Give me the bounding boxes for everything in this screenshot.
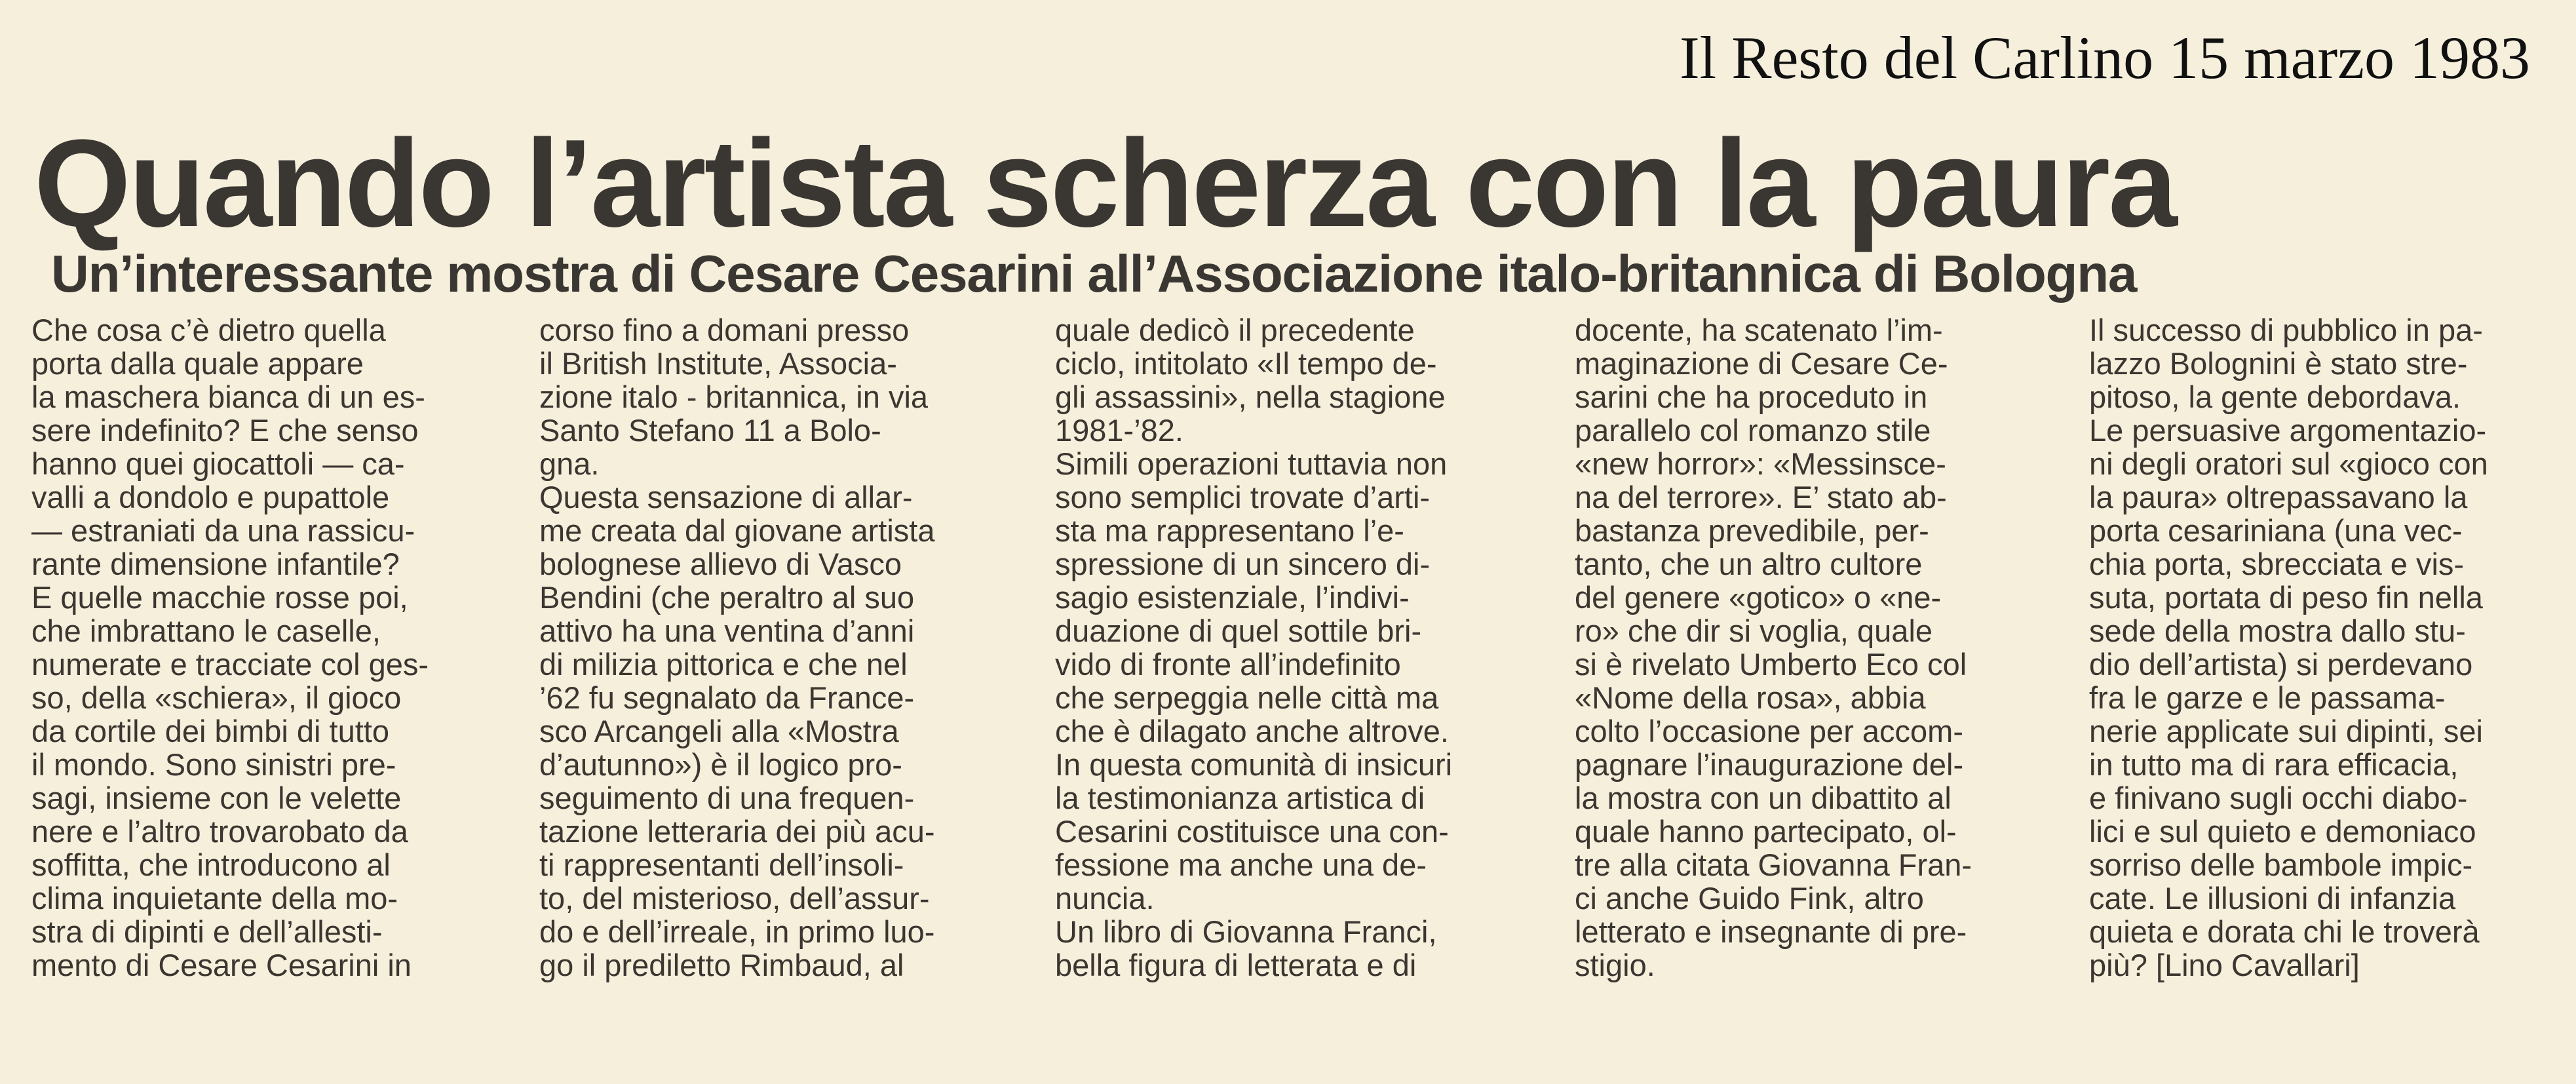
text-line: nerie applicate sui dipinti, sei <box>2089 714 2483 748</box>
text-line: in tutto ma di rara efficacia, <box>2089 747 2459 782</box>
text-line: hanno quei giocattoli — ca- <box>31 446 405 481</box>
text-line: sono semplici trovate d’arti- <box>1055 480 1431 514</box>
text-line: numerate e tracciate col ges- <box>31 647 429 682</box>
text-line: valli a dondolo e pupattole <box>31 480 390 514</box>
text-line: nuncia. <box>1055 881 1155 916</box>
text-line: Questa sensazione di allar- <box>539 480 913 514</box>
text-line: sco Arcangeli alla «Mostra <box>539 714 899 748</box>
text-line: sta ma rappresentano l’e- <box>1055 513 1404 548</box>
text-line: pitoso, la gente debordava. <box>2089 379 2461 414</box>
text-line: rante dimensione infantile? <box>31 547 400 581</box>
text-line: la paura» oltrepassavano la <box>2089 480 2468 514</box>
text-line: ti rappresentanti dell’insoli- <box>539 847 904 882</box>
text-line: cate. Le illusioni di infanzia <box>2089 881 2456 916</box>
text-line: 1981-’82. <box>1055 413 1183 448</box>
text-line: to, del misterioso, dell’assur- <box>539 881 930 916</box>
text-line: «Nome della rosa», abbia <box>1575 680 1926 715</box>
text-line: tanto, che un altro cultore <box>1575 547 1923 581</box>
text-line: Che cosa c’è dietro quella <box>31 313 386 347</box>
text-line: più? [Lino Cavallari] <box>2089 948 2360 982</box>
text-line: del genere «gotico» o «ne- <box>1575 580 1942 615</box>
text-line: suta, portata di peso fin nella <box>2089 580 2483 615</box>
text-line: letterato e insegnante di pre- <box>1575 914 1967 949</box>
text-line: la testimonianza artistica di <box>1055 781 1425 815</box>
text-line: Cesarini costituisce una con- <box>1055 814 1449 849</box>
text-line: parallelo col romanzo stile <box>1575 413 1931 448</box>
text-line: il British Institute, Associa- <box>539 346 897 381</box>
text-line: che serpeggia nelle città ma <box>1055 680 1439 715</box>
text-line: do e dell’irreale, in primo luo- <box>539 914 935 949</box>
text-line: d’autunno») è il logico pro- <box>539 747 902 782</box>
column-1 <box>31 313 510 982</box>
text-line: corso fino a domani presso <box>539 313 910 347</box>
text-line: so, della «schiera», il gioco <box>31 680 402 715</box>
text-line: che è dilagato anche altrove. <box>1055 714 1449 748</box>
text-line: quale dedicò il precedente <box>1055 313 1415 347</box>
column-2 <box>539 313 1018 982</box>
text-line: ni degli oratori sul «gioco con <box>2089 446 2488 481</box>
text-line: sede della mostra dallo stu- <box>2089 613 2466 648</box>
text-line: Santo Stefano 11 a Bolo- <box>539 413 881 448</box>
text-line: quale hanno partecipato, ol- <box>1575 814 1957 849</box>
text-line: go il prediletto Rimbaud, al <box>539 948 904 982</box>
text-line: Simili operazioni tuttavia non <box>1055 446 1448 481</box>
text-line: mento di Cesare Cesarini in <box>31 948 412 982</box>
text-line: In questa comunità di insicuri <box>1055 747 1453 782</box>
text-line: lazzo Bolognini è stato stre- <box>2089 346 2468 381</box>
column-4 <box>1575 313 2053 982</box>
text-line: Bendini (che peraltro al suo <box>539 580 915 615</box>
text-line: docente, ha scatenato l’im- <box>1575 313 1943 347</box>
text-line: quieta e dorata chi le troverà <box>2089 914 2480 949</box>
article-body <box>31 313 2561 1080</box>
text-line: chia porta, sbrecciata e vis- <box>2089 547 2465 581</box>
text-line: Il successo di pubblico in pa- <box>2089 313 2483 347</box>
text-line: soffitta, che introducono al <box>31 847 391 882</box>
text-line: si è rivelato Umberto Eco col <box>1575 647 1967 682</box>
text-line: sere indefinito? E che senso <box>31 413 419 448</box>
text-line: stigio. <box>1575 948 1655 982</box>
text-line: colto l’occasione per accom- <box>1575 714 1963 748</box>
text-line: bolognese allievo di Vasco <box>539 547 902 581</box>
text-line: tre alla citata Giovanna Fran- <box>1575 847 1972 882</box>
text-line: ro» che dir si voglia, quale <box>1575 613 1933 648</box>
text-line: gna. <box>539 446 600 481</box>
text-line: zione italo - britannica, in via <box>539 379 929 414</box>
text-line: sagi, insieme con le velette <box>31 781 402 815</box>
text-line: Un libro di Giovanna Franci, <box>1055 914 1437 949</box>
text-line: bastanza prevedibile, per- <box>1575 513 1929 548</box>
text-line: sarini che ha proceduto in <box>1575 379 1928 414</box>
text-line: che imbrattano le caselle, <box>31 613 381 648</box>
text-line: clima inquietante della mo- <box>31 881 398 916</box>
text-line: vido di fronte all’indefinito <box>1055 647 1401 682</box>
text-line: maginazione di Cesare Ce- <box>1575 346 1948 381</box>
text-line: sorriso delle bambole impic- <box>2089 847 2473 882</box>
text-line: duazione di quel sottile bri- <box>1055 613 1422 648</box>
headline: Quando l’artista scherza con la paura <box>34 114 2176 253</box>
text-line: gli assassini», nella stagione <box>1055 379 1446 414</box>
text-line: me creata dal giovane artista <box>539 513 935 548</box>
text-line: lici e sul quieto e demoniaco <box>2089 814 2476 849</box>
text-line: «new horror»: «Messinsce- <box>1575 446 1946 481</box>
text-line: dio dell’artista) si perdevano <box>2089 647 2473 682</box>
column-5 <box>2089 313 2567 982</box>
text-line: la mostra con un dibattito al <box>1575 781 1951 815</box>
text-line: sagio esistenziale, l’indivi- <box>1055 580 1410 615</box>
text-line: stra di dipinti e dell’allesti- <box>31 914 383 949</box>
text-line: e finivano sugli occhi diabo- <box>2089 781 2468 815</box>
text-line: ciclo, intitolato «Il tempo de- <box>1055 346 1437 381</box>
text-line: la maschera bianca di un es- <box>31 379 425 414</box>
text-line: seguimento di una frequen- <box>539 781 915 815</box>
subheadline: Un’interessante mostra di Cesare Cesarini all’Associazione italo-britannica di Bologna <box>51 244 2137 303</box>
text-line: attivo ha una ventina d’anni <box>539 613 915 648</box>
text-line: — estraniati da una rassicu- <box>31 513 415 548</box>
text-line: spressione di un sincero di- <box>1055 547 1431 581</box>
text-line: bella figura di letterata e di <box>1055 948 1417 982</box>
text-line: Le persuasive argomentazio- <box>2089 413 2487 448</box>
text-line: ci anche Guido Fink, altro <box>1575 881 1924 916</box>
text-line: il mondo. Sono sinistri pre- <box>31 747 396 782</box>
text-line: tazione letteraria dei più acu- <box>539 814 935 849</box>
text-line: di milizia pittorica e che nel <box>539 647 908 682</box>
text-line: fessione ma anche una de- <box>1055 847 1427 882</box>
text-line: da cortile dei bimbi di tutto <box>31 714 390 748</box>
text-line: porta cesariniana (una vec- <box>2089 513 2463 548</box>
text-line: pagnare l’inaugurazione del- <box>1575 747 1964 782</box>
text-line: ’62 fu segnalato da France- <box>539 680 915 715</box>
text-line: na del terrore». E’ stato ab- <box>1575 480 1947 514</box>
text-line: nere e l’altro trovarobato da <box>31 814 408 849</box>
text-line: porta dalla quale appare <box>31 346 364 381</box>
source-line: Il Resto del Carlino 15 marzo 1983 <box>1680 24 2530 91</box>
column-3 <box>1055 313 1533 982</box>
text-line: E quelle macchie rosse poi, <box>31 580 408 615</box>
text-line: fra le garze e le passama- <box>2089 680 2446 715</box>
